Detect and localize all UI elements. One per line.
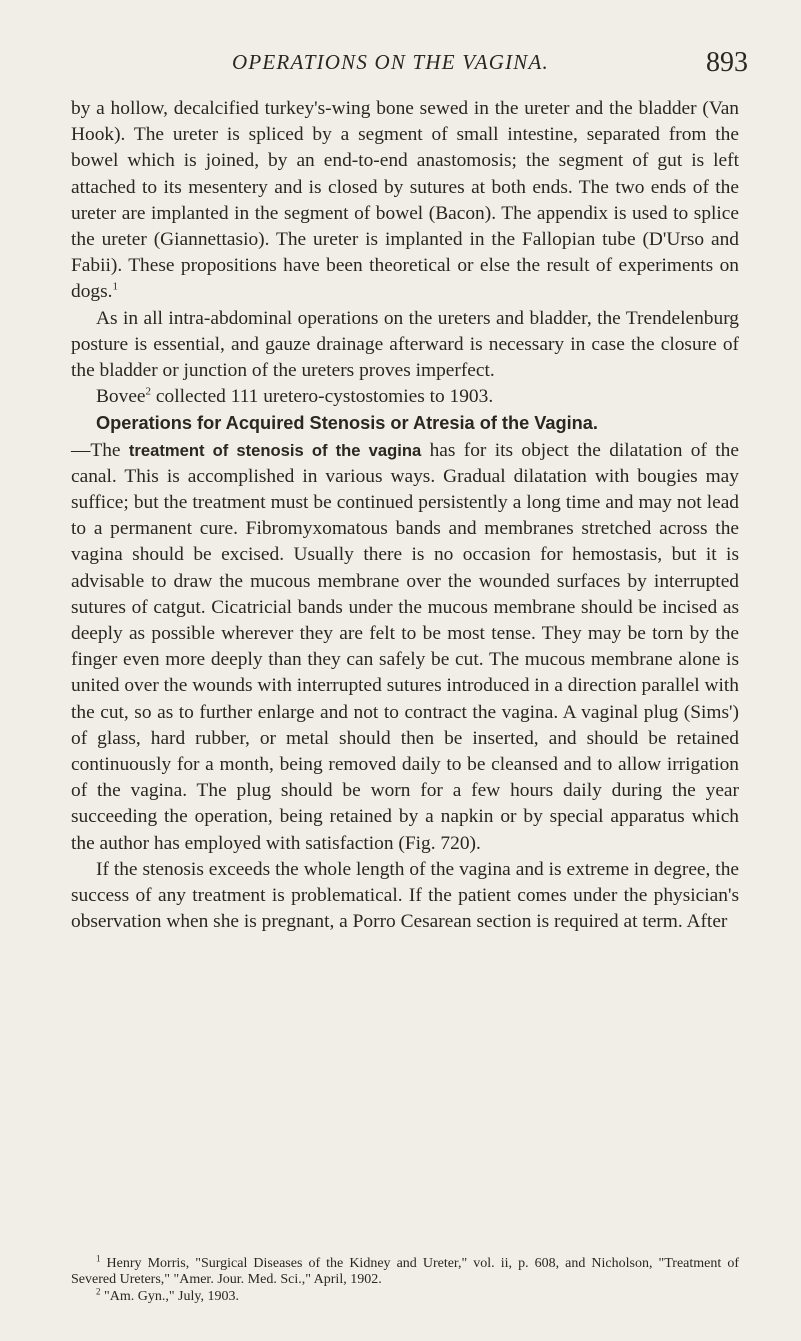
paragraph-text: by a hollow, decalcified turkey's-wing bone sewed in the ureter and the bladder (Van Hook). The ureter is spliced by a segment of small intestine, separated from the bowel which is joined, by an end-to-end anastomosis; the segment of gut is left attached to its mesentery and is closed by sutures at both ends. The two ends of the ureter are implanted in the segment of bowel (Bacon). The appendix is used to splice the ureter (Giannettasio). The ureter is implanted in the Fallopian tube (D'Urso and Fabii). These propositions have been theoretical or else the result of experiments on dogs. xyxy=(71,98,739,303)
page-number: 893 xyxy=(706,47,748,78)
running-head xyxy=(0,47,801,84)
footnote-text: Henry Morris, "Surgical Diseases of the Kidney and Ureter," vol. ii, p. 608, and Nicholson, "Treatment of Severed Ureters," "Amer. Jour. Med. Sci.," April, 1902. xyxy=(71,1256,739,1288)
footnote-text: "Am. Gyn.," July, 1903. xyxy=(100,1288,239,1304)
paragraph-text: collected 111 uretero-cystostomies to 1903. xyxy=(151,386,494,408)
footnotes xyxy=(71,1253,739,1305)
paragraph-trendelenburg: As in all intra-abdominal operations on the ureters and bladder, the Trendelenburg posture is essential, and gauze drainage afterward is necessary in case the closure of the bladder or junction of the ureters proves imperfect. xyxy=(71,307,739,382)
footnote-mark: 2 xyxy=(96,1286,101,1297)
paragraph-text: has for its object the dilatation of the canal. This is accomplished in various ways. Gradual dilatation with bougies may suffice; but the treatment must be continued persistently a long time and may not lead to a permanent cure. Fibromyxomatous bands and membranes stretched across the vagina should be excised. Usually there is no occasion for hemostasis, but it is advisable to draw the mucous membrane over the wounded surfaces by interrupted sutures of catgut. Cicatricial bands under the mucous membrane should be incised as deeply as possible wherever they are felt to be most tense. They may be torn by the finger even more deeply than they can safely be cut. The mucous membrane alone is united over the wounds with interrupted sutures introduced in a direction parallel with the cut, so as to further enlarge and not to contract the vagina. A vaginal plug (Sims') of glass, hard rubber, or metal should then be inserted, and should be retained continuously for a month, being removed daily to be cleansed and to allow irrigation of the vagina. The plug should be worn for a few hours daily during the year succeeding the operation, being retained by a napkin or by special apparatus which the author has employed with satisfaction (Fig. 720). xyxy=(71,439,739,854)
footnote-mark: 1 xyxy=(96,1253,101,1264)
footnote xyxy=(71,1286,739,1305)
author-name: Bovee xyxy=(96,386,146,408)
bold-term: treatment of stenosis of the vagina xyxy=(128,440,422,460)
paragraph-extreme-stenosis: If the stenosis exceeds the whole length of the vagina and is extreme in degree, the success of any treatment is problematical. If the patient comes under the physician's observation when she is pregnant, a Porro Cesarean section is required at term. After xyxy=(71,858,739,933)
paragraph-ureter-splicing xyxy=(71,96,739,306)
footnote xyxy=(71,1253,739,1289)
paragraph-stenosis-treatment xyxy=(71,438,739,857)
footnote-ref: 2 xyxy=(145,385,152,398)
footnote-ref: 1 xyxy=(112,280,118,293)
running-title: OPERATIONS ON THE VAGINA. xyxy=(232,50,549,74)
section-heading: Operations for Acquired Stenosis or Atresia of the Vagina. xyxy=(96,413,598,434)
body-text xyxy=(71,96,739,936)
paragraph-bovee xyxy=(71,384,739,410)
em-dash-lead: —The xyxy=(71,439,129,461)
section-heading-paragraph xyxy=(71,410,739,437)
